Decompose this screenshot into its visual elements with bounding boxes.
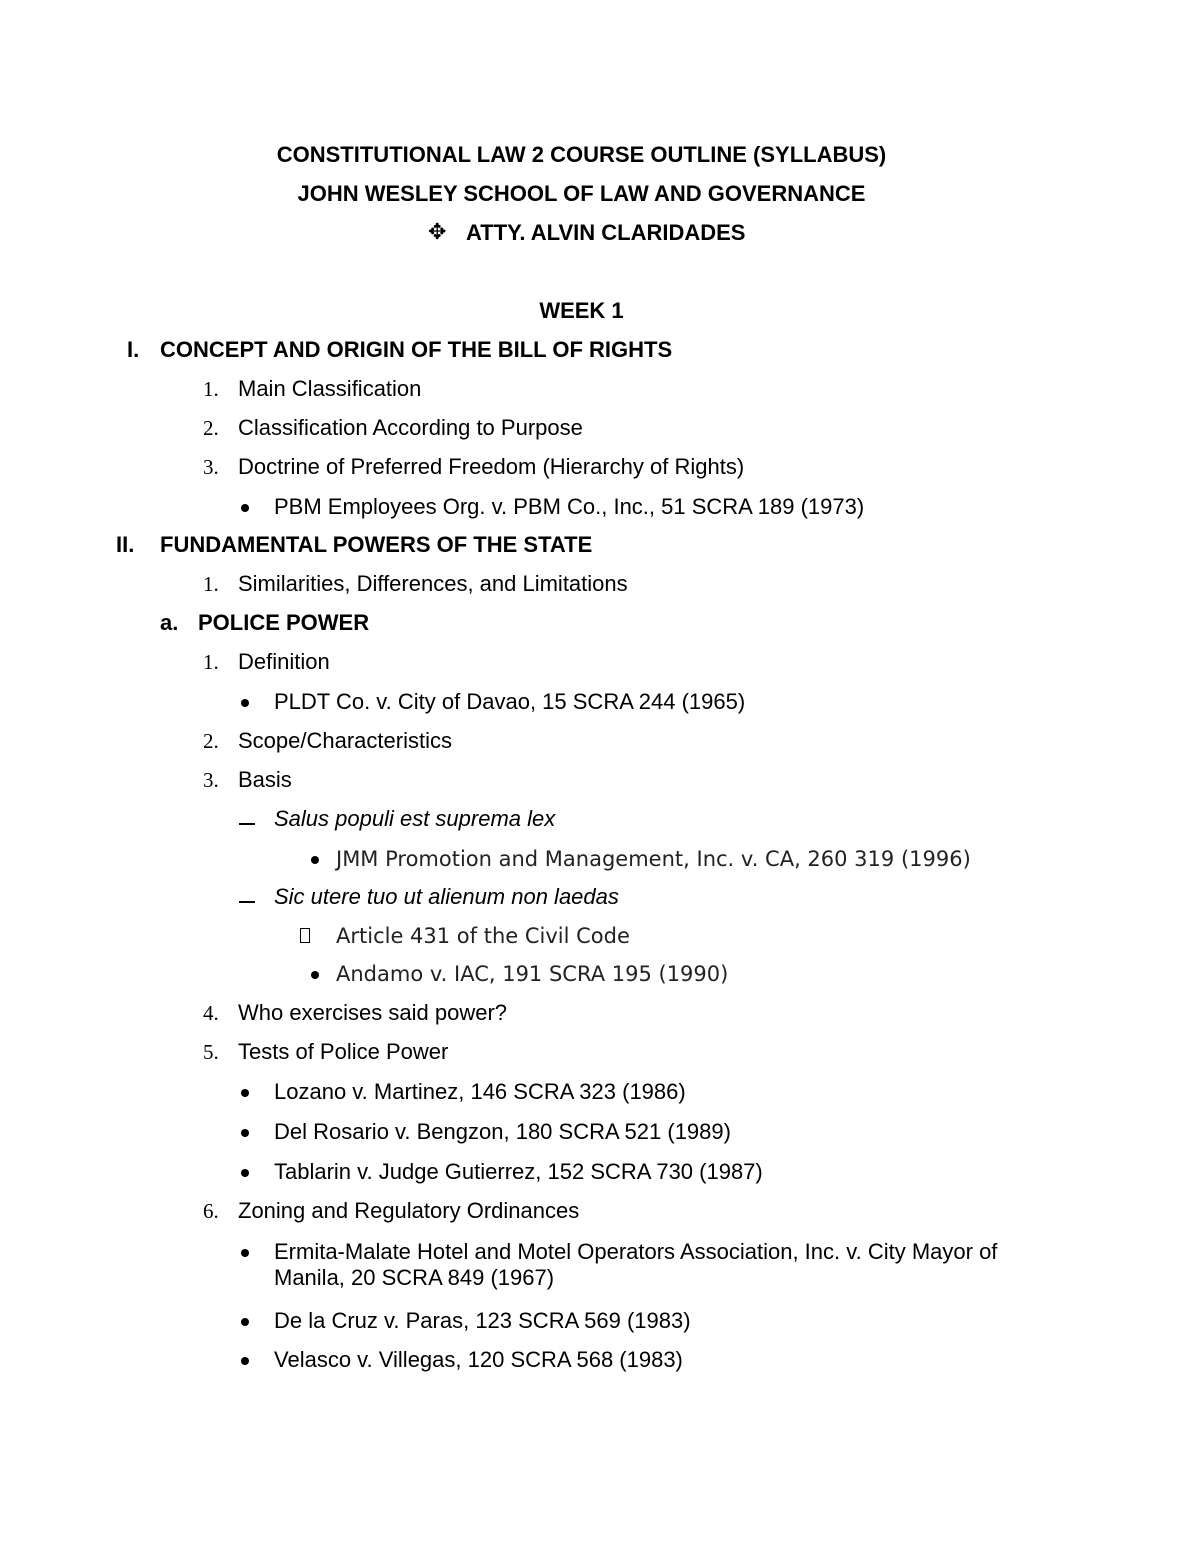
case-citation-line2: Manila, 20 SCRA 849 (1967) [274, 1265, 555, 1290]
case-citation: Andamo v. IAC, 191 SCRA 195 (1990) [336, 962, 729, 986]
bullet-icon [241, 1089, 249, 1097]
case-citation: Velasco v. Villegas, 120 SCRA 568 (1983) [274, 1347, 683, 1372]
bullet-icon [241, 1249, 249, 1257]
list-item: Basis [238, 767, 292, 792]
section-numeral: II. [116, 532, 135, 557]
case-citation: PBM Employees Org. v. PBM Co., Inc., 51 SCRA 189 (1973) [274, 494, 865, 519]
bullet-icon [241, 504, 249, 512]
list-number: 2. [203, 729, 219, 753]
list-item: Similarities, Differences, and Limitations [238, 571, 628, 596]
list-number: 4. [203, 1001, 219, 1025]
case-citation: Lozano v. Martinez, 146 SCRA 323 (1986) [274, 1079, 686, 1104]
list-item: Doctrine of Preferred Freedom (Hierarchy of Rights) [238, 454, 745, 479]
page-title: CONSTITUTIONAL LAW 2 COURSE OUTLINE (SYLLABUS) [276, 142, 887, 167]
case-citation: Tablarin v. Judge Gutierrez, 152 SCRA 730 (1987) [274, 1159, 763, 1184]
bullet-icon [241, 1129, 249, 1137]
list-number: 5. [203, 1040, 219, 1064]
subsection-heading: POLICE POWER [198, 610, 370, 635]
list-number: 3. [203, 455, 219, 479]
week-heading: WEEK 1 [539, 298, 624, 323]
statute-reference: Article 431 of the Civil Code [336, 924, 630, 948]
bullet-icon [241, 1318, 249, 1326]
case-citation: Del Rosario v. Bengzon, 180 SCRA 521 (1989) [274, 1119, 731, 1144]
legal-maxim: Sic utere tuo ut alienum non laedas [274, 884, 619, 909]
list-number: 3. [203, 768, 219, 792]
dash-bullet-icon [239, 823, 255, 825]
school-name: JOHN WESLEY SCHOOL OF LAW AND GOVERNANCE [297, 181, 866, 206]
list-number: 2. [203, 416, 219, 440]
instructor-name: ATTY. ALVIN CLARIDADES [466, 220, 746, 245]
dash-bullet-icon [239, 901, 255, 903]
list-number: 6. [203, 1199, 219, 1223]
subsection-letter: a. [160, 610, 179, 635]
bullet-icon [311, 971, 319, 979]
list-item: Scope/Characteristics [238, 728, 452, 753]
list-number: 1. [203, 572, 219, 596]
list-item: Zoning and Regulatory Ordinances [238, 1198, 580, 1223]
case-citation: JMM Promotion and Management, Inc. v. CA, 260 319 (1996) [336, 847, 971, 871]
list-item: Tests of Police Power [238, 1039, 449, 1064]
bullet-icon [241, 1357, 249, 1365]
section-heading: FUNDAMENTAL POWERS OF THE STATE [160, 532, 593, 557]
list-number: 1. [203, 377, 219, 401]
list-item: Definition [238, 649, 330, 674]
square-bullet-icon [300, 928, 310, 943]
bullet-icon [311, 856, 319, 864]
list-item: Who exercises said power? [238, 1000, 508, 1025]
section-numeral: I. [127, 337, 140, 362]
case-citation: De la Cruz v. Paras, 123 SCRA 569 (1983) [274, 1308, 691, 1333]
list-number: 1. [203, 650, 219, 674]
list-item: Main Classification [238, 376, 422, 401]
legal-maxim: Salus populi est suprema lex [274, 806, 556, 831]
case-citation: PLDT Co. v. City of Davao, 15 SCRA 244 (1965) [274, 689, 746, 714]
bullet-icon [241, 699, 249, 707]
section-heading: CONCEPT AND ORIGIN OF THE BILL OF RIGHTS [160, 337, 673, 362]
bullet-icon [241, 1169, 249, 1177]
list-item: Classification According to Purpose [238, 415, 583, 440]
diamond-bullet-icon: ✥ [428, 220, 447, 245]
case-citation-line1: Ermita-Malate Hotel and Motel Operators Association, Inc. v. City Mayor of [274, 1239, 998, 1264]
